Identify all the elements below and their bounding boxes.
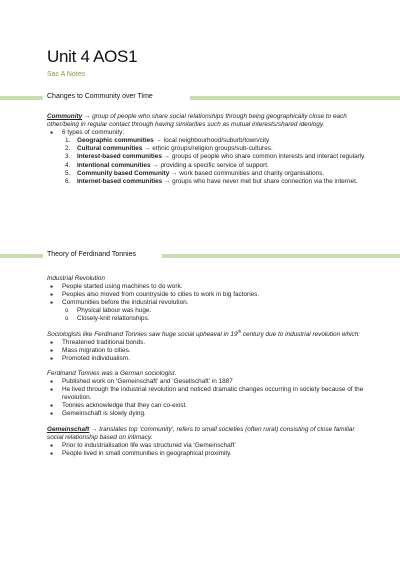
document-title: Unit 4 AOS1 [47, 47, 138, 66]
list-number: 4. [65, 161, 71, 169]
list-item [47, 162, 367, 170]
community-type-name: Community based Community [77, 169, 170, 177]
list-item: ● Communities before the industrial revolution. [47, 299, 367, 307]
sociologists-intro [47, 328, 367, 339]
bullet-list [47, 378, 367, 418]
list-item: ● Peoples also moved from countryside to cities to work in big factories. [47, 291, 367, 299]
list-item [47, 153, 367, 161]
community-type-desc: ethnic groups/religion groups/sub-cultures. [150, 145, 273, 153]
section-header-bar [0, 96, 43, 100]
definition-term: Gemeinschaft [47, 425, 90, 433]
superscript: th [237, 328, 242, 334]
community-type-name: Geographic communities [77, 137, 154, 145]
list-item: ● People lived in small communities in geographical proximity. [47, 450, 367, 458]
bullet-list [47, 339, 367, 363]
community-type-desc: local neighbourhood/suburb/town/city [161, 137, 270, 145]
list-number: 3. [65, 153, 71, 161]
document-subtitle: Sac A Notes [47, 71, 86, 78]
arrow-icon: → [91, 425, 98, 433]
community-type-desc: groups who have never met but share connection via the internet. [170, 177, 358, 185]
section-header-label: Changes to Community over Time [47, 93, 153, 100]
arrow-icon: → [163, 153, 171, 161]
arrow-icon: → [171, 169, 178, 177]
list-item: ● People started using machines to do work. [47, 283, 367, 291]
section-header-changes [0, 92, 400, 104]
list-item: ● Gemeinschaft is slowly dying. [47, 410, 367, 418]
list-number: 5. [65, 169, 71, 177]
community-type-desc: providing a specific service of support. [158, 161, 269, 169]
definition-text: group of people who share social relationships through being geographically close to each other/being in regular contact through having similarities such as mutual interests/shared ideology. [47, 113, 347, 129]
definition-text: translates top ‘community’, refers to small societies (often rural) consisting of close familiar social relationship based on intimacy. [47, 425, 355, 441]
list-item [47, 178, 367, 186]
list-item [47, 145, 367, 153]
section-header-bar [0, 254, 43, 258]
arrow-icon: → [83, 113, 91, 120]
list-item: o Physical labour was huge. [47, 307, 367, 315]
list-item: ● Prior to industrialisation life was structured via ‘Gemeinschaft’ [47, 442, 367, 450]
arrow-icon: → [164, 177, 171, 185]
community-types-list [47, 137, 367, 186]
section-header-tonnies [0, 250, 400, 262]
community-type-name: Cultural communities [77, 145, 143, 153]
section-header-label: Theory of Ferdinand Tonnies [47, 251, 136, 258]
section-changes-body [47, 113, 367, 186]
bullet-list [47, 442, 367, 458]
arrow-icon: → [144, 145, 151, 153]
bullet-list [47, 129, 367, 137]
community-definition [47, 113, 367, 129]
section-header-bar [190, 96, 400, 100]
list-item: ● Promoted individualism. [47, 355, 367, 363]
industrial-revolution-heading: Industrial Revolution [47, 275, 105, 282]
community-type-desc: work based communities and charity organisations. [177, 169, 325, 177]
list-item: o Closely-knit relationships. [47, 315, 367, 323]
sub-bullet-list [47, 307, 367, 323]
section-tonnies-body [47, 275, 367, 458]
list-item: ● He lived through the industrial revolution and noticed dramatic changes occurring in society because of the revolution. [47, 386, 367, 402]
list-item: ● Tonnies acknowledge that they can co-exist. [47, 402, 367, 410]
list-number: 2. [65, 145, 71, 153]
list-item: ● Published work on ‘Gemeinschaft’ and ‘Gesellschaft’ in 1887 [47, 378, 367, 386]
bullet-list [47, 283, 367, 307]
intro-text: Sociologists like Ferdinand Tonnies saw huge social upheaval in 19 [47, 330, 238, 338]
list-number: 1. [65, 137, 71, 145]
tonnies-intro: Ferdinand Tonnies was a German sociologist. [47, 369, 177, 377]
list-item [47, 170, 367, 178]
list-item: ● Mass migration to cities. [47, 347, 367, 355]
community-type-desc: groups of people who share common interests and interact regularly. [170, 153, 366, 161]
community-type-name: Intentional communities [77, 161, 151, 169]
list-item: ● Threatened traditional bonds. [47, 339, 367, 347]
arrow-icon: → [152, 161, 159, 169]
list-item: ● 6 types of community: [47, 129, 367, 137]
community-type-name: Interest-based communities [77, 153, 162, 161]
list-item [47, 137, 367, 145]
list-number: 6. [65, 177, 71, 185]
community-type-name: Internet-based communities [77, 177, 163, 185]
gemeinschaft-definition [47, 426, 367, 442]
intro-text: century due to industrial revolution which: [241, 330, 361, 338]
definition-term: Community [47, 113, 83, 120]
arrow-icon: → [155, 137, 162, 145]
section-header-bar [162, 254, 400, 258]
